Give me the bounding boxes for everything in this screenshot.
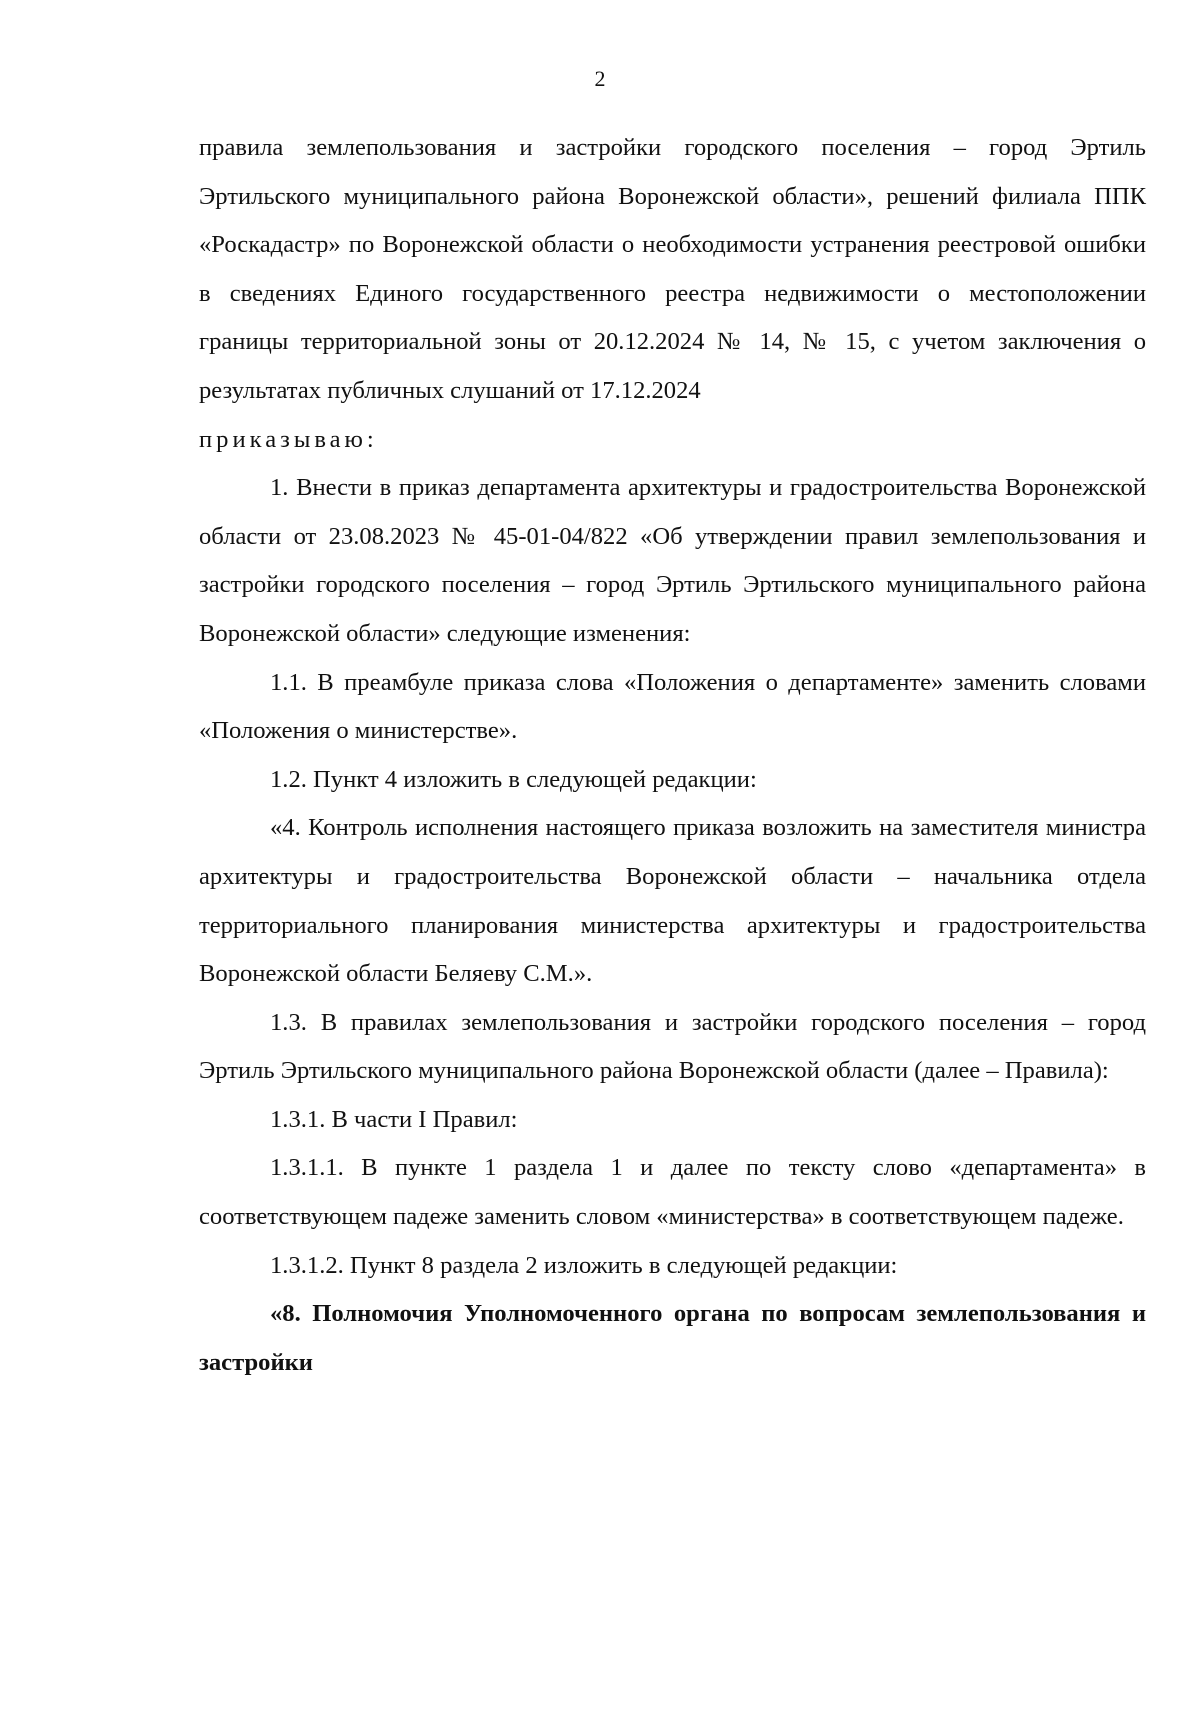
document-body <box>199 124 1146 1387</box>
paragraph-preamble-continuation: правила землепользования и застройки городского поселения – город Эртиль Эртильского муниципального района Воронежской области», решений филиала ППК «Роскадастр» по Воронежской области о необходимости устранения реестровой ошибки в сведениях Единого государственного реестра недвижимости о местоположении границы территориальной зоны от 20.12.2024 № 14, № 15, с учетом заключения о результатах публичных слушаний от 17.12.2024 <box>199 134 1146 404</box>
paragraph-order-word: приказываю: <box>199 425 378 453</box>
paragraph-item-1: 1. Внести в приказ департамента архитектуры и градостроительства Воронежской области от 23.08.2023 № 45-01-04/822 «Об утверждении правил землепользования и застройки городского поселения – город Эртиль Эртильского муниципального района Воронежской области» следующие изменения: <box>199 474 1146 647</box>
paragraph-item-1-3: 1.3. В правилах землепользования и застройки городского поселения – город Эртиль Эртильского муниципального района Воронежской области (далее – Правила): <box>199 1008 1146 1085</box>
paragraph-item-1-3-1: 1.3.1. В части I Правил: <box>270 1105 518 1133</box>
paragraph-item-4-quote: «4. Контроль исполнения настоящего приказа возложить на заместителя министра архитектуры и градостроительства Воронежской области – начальника отдела территориального планирования министерства архитектуры и градостроительства Воронежской области Беляеву С.М.». <box>199 814 1146 988</box>
paragraph-item-1-3-1-1: 1.3.1.1. В пункте 1 раздела 1 и далее по тексту слово «департамента» в соответствующем падеже заменить словом «министерства» в соответствующем падеже. <box>199 1154 1146 1231</box>
paragraph-item-1-1: 1.1. В преамбуле приказа слова «Положения о департаменте» заменить словами «Положения о министерстве». <box>199 668 1146 745</box>
paragraph-item-1-3-1-2: 1.3.1.2. Пункт 8 раздела 2 изложить в следующей редакции: <box>270 1251 898 1279</box>
paragraph-item-1-2: 1.2. Пункт 4 изложить в следующей редакции: <box>270 765 757 793</box>
section-heading-8: «8. Полномочия Уполномоченного органа по вопросам землепользования и застройки <box>199 1300 1146 1376</box>
page-number: 2 <box>594 66 606 91</box>
